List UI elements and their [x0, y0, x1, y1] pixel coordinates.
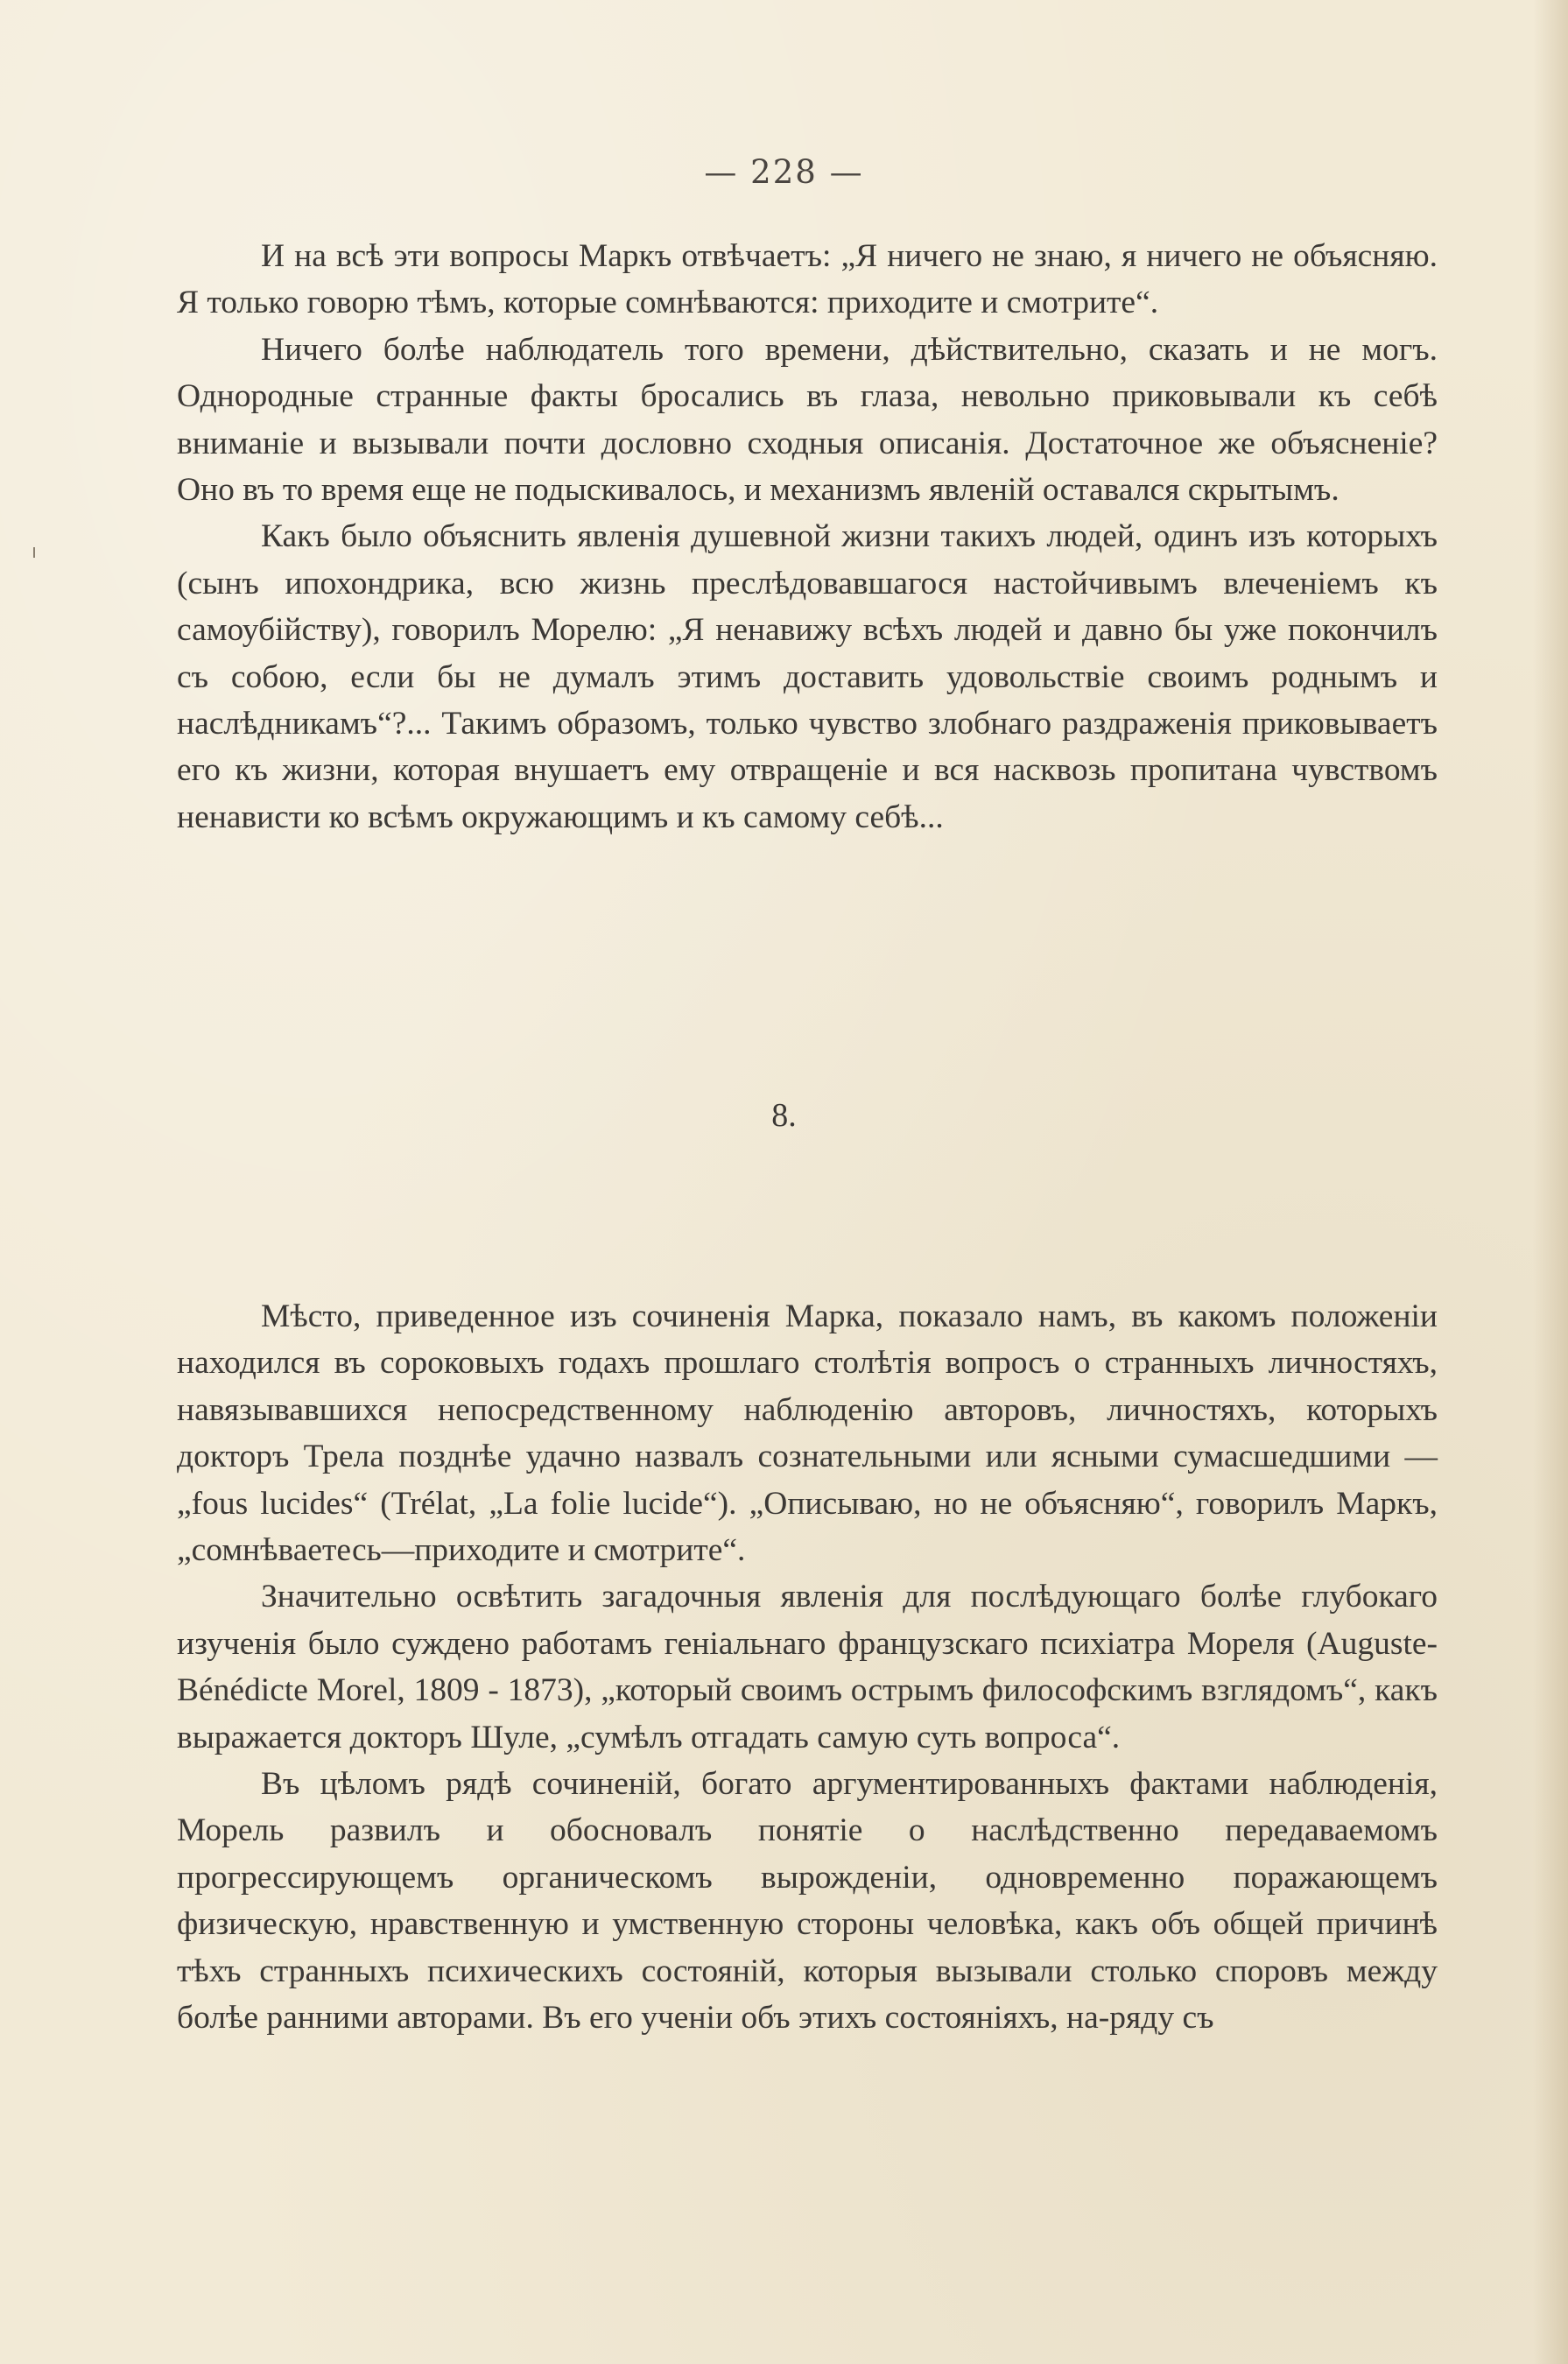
- paragraph: И на всѣ эти вопросы Маркъ отвѣчаетъ: „Я ничего не знаю, я ничего не объясняю. Я только говорю тѣмъ, которые сомнѣваются: приходите и смотрите“.: [177, 238, 1438, 321]
- paragraph: Въ цѣломъ рядѣ сочиненій, богато аргументированныхъ фактами наблюденія, Морель развилъ и обосновалъ понятіе о наслѣдственно передаваемомъ прогрессирующемъ органическомъ вырожденіи, одновременно поражающемъ физическую, нравственную и умственную стороны человѣка, какъ объ общей причинѣ тѣхъ странныхъ психическихъ состояній, которыя вызывали столько споровъ между болѣе ранними авторами. Въ его ученіи объ этихъ состояніяхъ, на-ряду съ: [177, 1766, 1438, 2037]
- section-number: 8.: [771, 1097, 797, 1134]
- section-one-text: [177, 233, 1438, 841]
- page-number: — 228 —: [704, 153, 864, 191]
- margin-mark: [33, 547, 35, 558]
- paragraph: Какъ было объяснить явленія душевной жизни такихъ людей, одинъ изъ которыхъ (сынъ ипохондрика, всю жизнь преслѣдовавшагося настойчивымъ влеченіемъ къ самоубійству), говорилъ Морелю: „Я ненавижу всѣхъ людей и давно бы уже покончилъ съ собою, если бы не думалъ этимъ доставить удовольствіе своимъ роднымъ и наслѣдникамъ“?... Такимъ образомъ, только чувство злобнаго раздраженія приковываетъ его къ жизни, которая внушаетъ ему отвращеніе и вся насквозь пропитана чувствомъ ненависти ко всѣмъ окружающимъ и къ самому себѣ...: [177, 518, 1438, 835]
- paragraph: Значительно освѣтить загадочныя явленія для послѣдующаго болѣе глубокаго изученія было суждено работамъ геніальнаго французскаго психіатра Мореля (Auguste-Bénédicte Morel, 1809 - 1873), „который своимъ острымъ философскимъ взглядомъ“, какъ выражается докторъ Шуле, „сумѣлъ отгадать самую суть вопроса“.: [177, 1579, 1438, 1755]
- paragraph: Ничего болѣе наблюдатель того времени, дѣйствительно, сказать и не могъ. Однородные странные факты бросались въ глаза, невольно приковывали къ себѣ вниманіе и вызывали почти дословно сходныя описанія. Достаточное же объясненіе? Оно въ то время еще не подыскивалось, и механизмъ явленій оставался скрытымъ.: [177, 331, 1438, 509]
- page-edge-shadow: [1533, 0, 1568, 2364]
- section-two-text: [177, 1293, 1438, 2042]
- paragraph: Мѣсто, приведенное изъ сочиненія Марка, показало намъ, въ какомъ положеніи находился въ сороковыхъ годахъ прошлаго столѣтія вопросъ о странныхъ личностяхъ, навязывавшихся непосредственному наблюденію авторовъ, личностяхъ, которыхъ докторъ Трела позднѣе удачно назвалъ сознательными или ясными сумасшедшими — „fous lucides“ (Trélat, „La folie lucide“). „Описываю, но не объясняю“, говорилъ Маркъ, „сомнѣваетесь—приходите и смотрите“.: [177, 1298, 1438, 1569]
